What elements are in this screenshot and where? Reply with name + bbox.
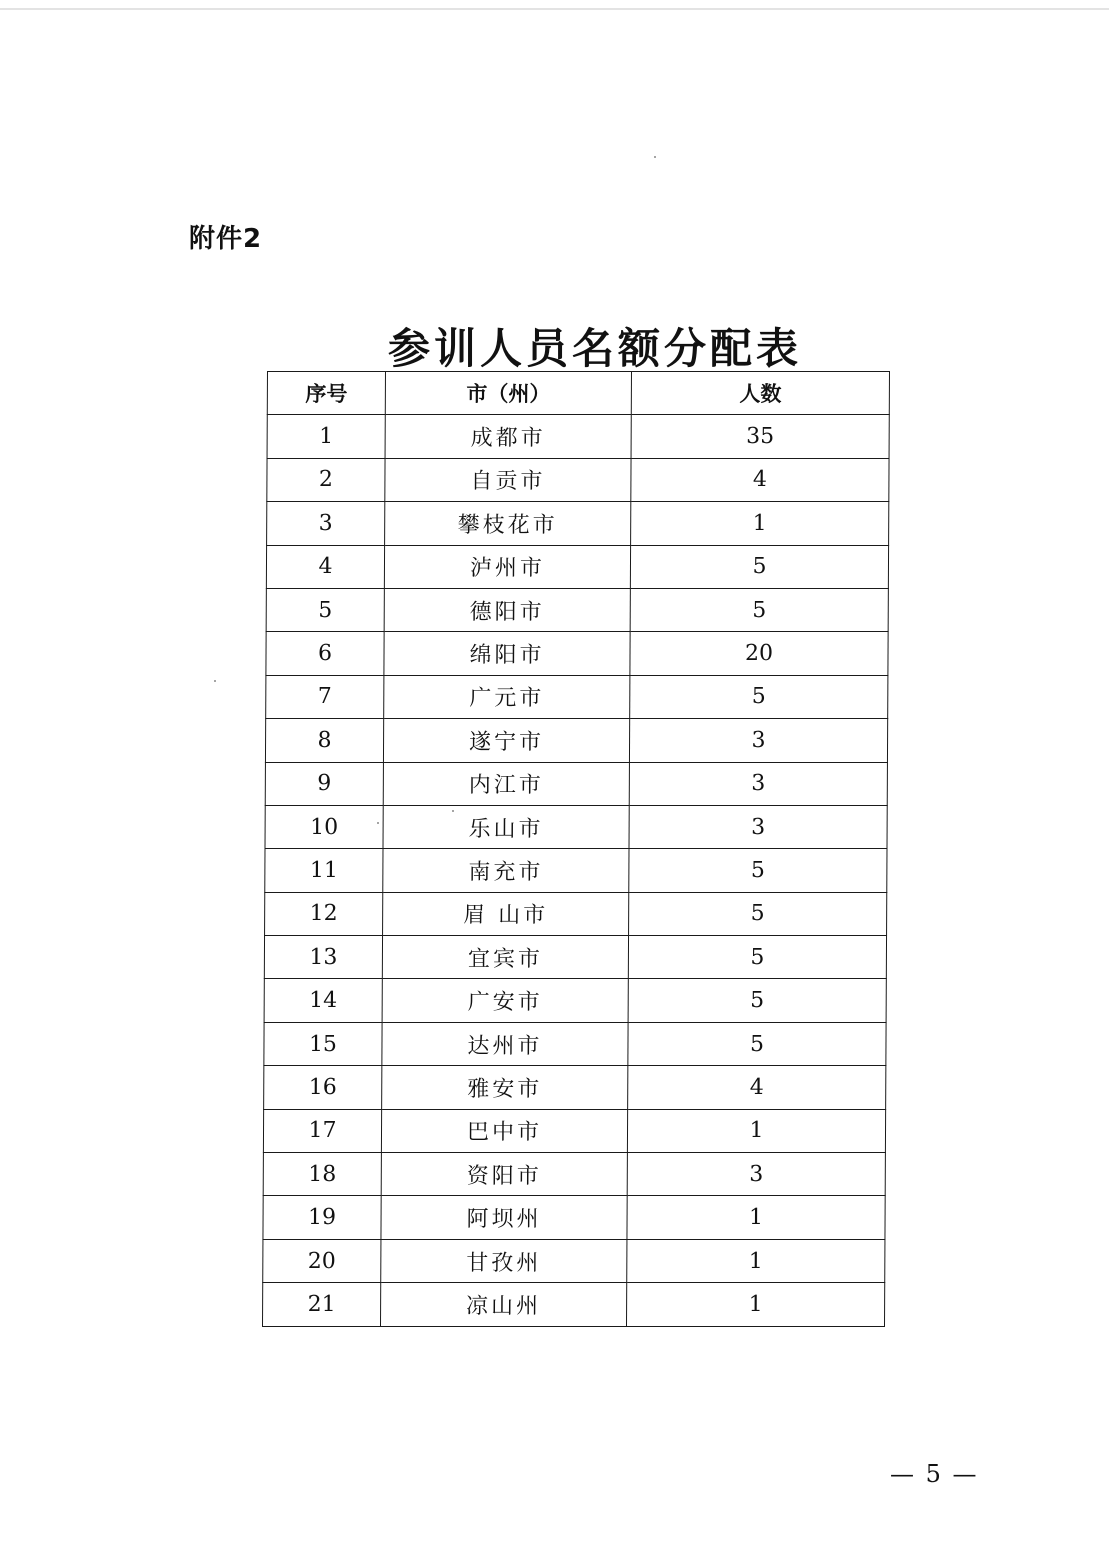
table-row [266,545,888,588]
table-row [265,849,887,892]
row-headcount: 5 [628,979,886,1022]
scan-edge-line [0,8,1109,10]
row-headcount: 1 [627,1239,885,1282]
table-row [267,458,889,501]
row-city-name: 阿坝州 [381,1196,627,1239]
row-city-name: 宜宾市 [382,936,628,979]
row-headcount: 5 [629,849,887,892]
row-serial-number: 16 [264,1066,382,1109]
row-serial-number: 19 [263,1196,381,1239]
row-serial-number: 14 [264,979,382,1022]
row-city-name: 自贡市 [385,458,631,501]
row-headcount: 5 [629,892,887,935]
table-row [262,1283,884,1326]
row-city-name: 甘孜州 [381,1239,627,1282]
row-city-name: 遂宁市 [383,719,629,762]
row-serial-number: 17 [263,1109,381,1152]
row-city-name: 广元市 [384,675,630,718]
table-header-row [267,372,889,415]
row-city-name: 眉 山市 [383,892,629,935]
table-row [265,719,887,762]
row-headcount: 5 [630,588,888,631]
header-serial-number: 序号 [267,372,385,415]
row-headcount: 5 [630,545,888,588]
row-city-name: 资阳市 [381,1153,627,1196]
table-row [266,632,888,675]
row-city-name: 绵阳市 [384,632,630,675]
scan-speck [214,680,216,682]
row-serial-number: 13 [264,936,382,979]
row-city-name: 巴中市 [381,1109,627,1152]
row-city-name: 凉山州 [380,1283,626,1326]
table-row [266,675,888,718]
document-title: 参训人员名额分配表 [387,324,802,373]
row-city-name: 攀枝花市 [385,502,631,545]
row-city-name: 雅安市 [382,1066,628,1109]
row-headcount: 35 [631,415,889,458]
row-serial-number: 2 [267,458,385,501]
row-serial-number: 6 [266,632,384,675]
row-headcount: 3 [629,762,887,805]
page-number: — 5 — [890,1460,979,1488]
row-city-name: 乐山市 [383,805,629,848]
row-headcount: 5 [628,1022,886,1065]
row-headcount: 4 [631,458,889,501]
table-row [264,1022,886,1065]
table-body [262,415,889,1326]
table-row [264,979,886,1022]
row-city-name: 德阳市 [384,588,630,631]
row-serial-number: 12 [265,892,383,935]
row-headcount: 1 [626,1283,884,1326]
row-headcount: 5 [628,936,886,979]
header-headcount: 人数 [631,372,889,415]
table-row [263,1196,885,1239]
header-city-prefecture: 市（州） [385,372,631,415]
row-city-name: 广安市 [382,979,628,1022]
row-serial-number: 8 [265,719,383,762]
table-row [265,892,887,935]
row-serial-number: 18 [263,1153,381,1196]
row-serial-number: 5 [266,588,384,631]
row-serial-number: 3 [267,502,385,545]
row-city-name: 南充市 [383,849,629,892]
row-city-name: 泸州市 [384,545,630,588]
row-headcount: 1 [631,502,889,545]
table-row [264,936,886,979]
table-row [265,762,887,805]
table-row [263,1239,885,1282]
row-headcount: 1 [627,1196,885,1239]
table-row [265,805,887,848]
row-serial-number: 21 [262,1283,380,1326]
row-serial-number: 10 [265,805,383,848]
attachment-label: 附件2 [189,224,263,254]
row-headcount: 20 [630,632,888,675]
row-headcount: 3 [627,1153,885,1196]
row-headcount: 1 [627,1109,885,1152]
table-row [267,502,889,545]
table-row [263,1109,885,1152]
scan-speck [654,156,656,158]
row-serial-number: 9 [265,762,383,805]
row-headcount: 4 [628,1066,886,1109]
row-serial-number: 1 [267,415,385,458]
table-row [266,588,888,631]
table-row [263,1153,885,1196]
row-city-name: 达州市 [382,1022,628,1065]
row-headcount: 3 [629,719,887,762]
row-serial-number: 7 [266,675,384,718]
row-headcount: 3 [629,805,887,848]
row-city-name: 内江市 [383,762,629,805]
table-row [264,1066,886,1109]
row-serial-number: 4 [266,545,384,588]
row-headcount: 5 [630,675,888,718]
row-serial-number: 11 [265,849,383,892]
table-row [267,415,889,458]
row-serial-number: 15 [264,1022,382,1065]
row-city-name: 成都市 [385,415,631,458]
quota-allocation-table [262,371,890,1327]
row-serial-number: 20 [263,1239,381,1282]
